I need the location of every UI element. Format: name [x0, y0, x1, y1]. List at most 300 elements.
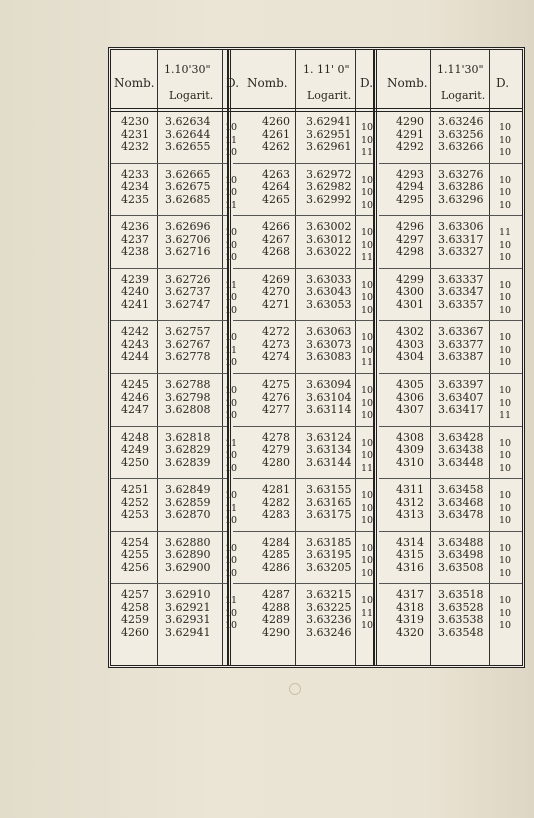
difference-cell: 10 [225, 490, 238, 502]
logarit-cell: 3.62696 [165, 220, 211, 234]
logarit-cell: 3.62634 [165, 115, 211, 128]
nomb-cell: 4296 [396, 220, 424, 234]
logarit-cell: 3.63417 [438, 403, 484, 416]
nomb-cell: 4290 [262, 625, 290, 639]
logarit-cell: 3.62900 [165, 560, 211, 574]
difference-cell: 10 [361, 174, 374, 186]
nomb-cell: 4284 [262, 535, 290, 549]
difference-cell: 10 [225, 292, 238, 304]
group-rule [111, 373, 227, 374]
difference-cell: 10 [361, 279, 374, 291]
logarit-cell: 3.62961 [306, 140, 352, 153]
difference-cell: 10 [499, 607, 512, 619]
difference-cell: 10 [499, 239, 512, 251]
logarit-cell: 3.63488 [438, 535, 484, 549]
logarit-cell: 3.63144 [306, 455, 352, 469]
difference-cell: 10 [361, 555, 374, 567]
nomb-cell: 4280 [262, 455, 290, 469]
nomb-cell: 4234 [121, 180, 149, 194]
nomb-cell: 4251 [121, 483, 149, 497]
nomb-cell: 4233 [121, 167, 149, 181]
column-rule [157, 50, 158, 665]
logarit-cell: 3.63407 [438, 390, 484, 404]
difference-cell: 10 [499, 292, 512, 304]
difference-cell: 10 [225, 357, 238, 369]
difference-cell: 10 [499, 122, 512, 133]
difference-cell: 10 [361, 515, 374, 527]
logarit-cell: 3.63548 [438, 625, 484, 639]
nomb-cell: 4310 [396, 455, 424, 469]
nomb-cell: 4318 [396, 600, 424, 614]
difference-cell: 10 [225, 515, 238, 527]
nomb-cell: 4293 [396, 167, 424, 181]
nomb-cell: 4249 [121, 443, 149, 457]
difference-cell: 11 [225, 502, 238, 514]
logarit-cell: 3.63478 [438, 508, 484, 522]
column-rule [355, 50, 356, 665]
logarit-cell: 3.62910 [165, 588, 211, 602]
difference-cell: 10 [225, 304, 238, 316]
difference-cell: 10 [361, 595, 374, 607]
group-rule [379, 163, 522, 164]
logarit-cell: 3.63347 [438, 285, 484, 299]
logarit-cell: 3.63002 [306, 220, 352, 234]
header-arc: 1.11'30" [437, 63, 484, 76]
nomb-cell: 4244 [121, 350, 149, 364]
difference-cell: 10 [225, 227, 238, 239]
header-logarit: Logarit. [307, 89, 352, 102]
difference-cell: 11 [225, 595, 238, 607]
difference-cell: 11 [225, 279, 238, 291]
logarit-cell: 3.63337 [438, 272, 484, 286]
difference-cell: 10 [361, 134, 374, 146]
logarit-cell: 3.62859 [165, 495, 211, 509]
nomb-cell: 4311 [396, 483, 424, 497]
page-mark [289, 683, 301, 695]
header-nomb: Nomb. [114, 76, 155, 90]
logarit-cell: 3.63114 [306, 403, 352, 416]
difference-cell: 10 [225, 147, 238, 158]
logarit-cell: 3.63448 [438, 455, 484, 469]
difference-cell: 10 [499, 332, 512, 344]
difference-cell: 10 [499, 187, 512, 199]
logarit-cell: 3.63134 [306, 443, 352, 457]
logarit-cell: 3.62716 [165, 245, 211, 259]
difference-cell: 10 [225, 410, 238, 421]
header-rule [111, 111, 522, 112]
difference-cell: 10 [361, 292, 374, 304]
logarit-cell: 3.62685 [165, 192, 211, 206]
logarit-cell: 3.63175 [306, 508, 352, 522]
logarit-cell: 3.63296 [438, 192, 484, 206]
difference-cell: 10 [361, 227, 374, 239]
group-rule [379, 215, 522, 216]
nomb-cell: 4257 [121, 588, 149, 602]
logarit-cell: 3.62655 [165, 140, 211, 153]
logarit-cell: 3.63215 [306, 588, 352, 602]
logarit-cell: 3.63063 [306, 325, 352, 339]
logarit-cell: 3.63043 [306, 285, 352, 299]
logarit-cell: 3.62951 [306, 127, 352, 141]
difference-cell: 11 [225, 344, 238, 356]
logarit-cell: 3.63438 [438, 443, 484, 457]
group-rule [233, 163, 373, 164]
difference-cell: 10 [225, 252, 238, 264]
logarit-cell: 3.62757 [165, 325, 211, 339]
logarit-cell: 3.63286 [438, 180, 484, 194]
difference-cell: 10 [499, 437, 512, 449]
nomb-cell: 4292 [396, 140, 424, 153]
logarit-cell: 3.63498 [438, 548, 484, 562]
difference-cell: 10 [361, 450, 374, 462]
group-rule [111, 478, 227, 479]
nomb-cell: 4259 [121, 613, 149, 627]
nomb-cell: 4281 [262, 483, 290, 497]
nomb-cell: 4261 [262, 127, 290, 141]
difference-cell: 10 [499, 462, 512, 474]
difference-cell: 10 [225, 187, 238, 199]
nomb-cell: 4308 [396, 430, 424, 444]
nomb-cell: 4320 [396, 625, 424, 639]
nomb-cell: 4267 [262, 232, 290, 246]
difference-cell: 10 [225, 450, 238, 462]
group-rule [233, 320, 373, 321]
difference-cell: 11 [361, 607, 374, 619]
column-rule [489, 50, 490, 665]
logarit-cell: 3.63387 [438, 350, 484, 364]
nomb-cell: 4300 [396, 285, 424, 299]
column-divider [373, 50, 377, 665]
difference-cell: 11 [361, 252, 374, 264]
nomb-cell: 4285 [262, 548, 290, 562]
logarit-cell: 3.63022 [306, 245, 352, 259]
difference-cell: 10 [499, 555, 512, 567]
nomb-cell: 4309 [396, 443, 424, 457]
logarit-cell: 3.62644 [165, 127, 211, 141]
logarit-cell: 3.62737 [165, 285, 211, 299]
nomb-cell: 4294 [396, 180, 424, 194]
difference-cell: 10 [361, 122, 374, 133]
nomb-cell: 4254 [121, 535, 149, 549]
group-rule [111, 163, 227, 164]
nomb-cell: 4240 [121, 285, 149, 299]
difference-cell: 10 [225, 122, 238, 133]
logarit-cell: 3.63094 [306, 378, 352, 391]
group-rule [233, 268, 373, 269]
difference-cell: 10 [225, 332, 238, 344]
logarit-cell: 3.63165 [306, 495, 352, 509]
nomb-cell: 4289 [262, 613, 290, 627]
difference-cell: 10 [225, 555, 238, 567]
logarit-cell: 3.62726 [165, 272, 211, 286]
difference-cell: 11 [225, 437, 238, 449]
difference-cell: 10 [361, 542, 374, 554]
nomb-cell: 4299 [396, 272, 424, 286]
nomb-cell: 4255 [121, 548, 149, 562]
difference-cell: 10 [361, 385, 374, 396]
nomb-cell: 4265 [262, 192, 290, 206]
logarit-cell: 3.62870 [165, 508, 211, 522]
group-rule [233, 373, 373, 374]
difference-cell: 10 [499, 385, 512, 396]
difference-cell: 10 [499, 502, 512, 514]
nomb-cell: 4302 [396, 325, 424, 339]
nomb-cell: 4290 [396, 115, 424, 128]
logarit-cell: 3.62941 [165, 625, 211, 639]
nomb-cell: 4275 [262, 378, 290, 391]
difference-cell: 11 [499, 227, 512, 239]
logarit-cell: 3.62747 [165, 297, 211, 311]
difference-cell: 10 [499, 134, 512, 146]
logarit-cell: 3.63266 [438, 140, 484, 153]
group-rule [111, 583, 227, 584]
logarit-cell: 3.62818 [165, 430, 211, 444]
nomb-cell: 4274 [262, 350, 290, 364]
nomb-cell: 4277 [262, 403, 290, 416]
logarithm-table [108, 47, 525, 668]
difference-cell: 10 [499, 595, 512, 607]
difference-cell: 10 [225, 385, 238, 396]
nomb-cell: 4262 [262, 140, 290, 153]
nomb-cell: 4287 [262, 588, 290, 602]
logarit-cell: 3.63528 [438, 600, 484, 614]
group-rule [379, 531, 522, 532]
difference-cell: 10 [499, 304, 512, 316]
nomb-cell: 4291 [396, 127, 424, 141]
logarit-cell: 3.63053 [306, 297, 352, 311]
nomb-cell: 4304 [396, 350, 424, 364]
logarit-cell: 3.63458 [438, 483, 484, 497]
nomb-cell: 4295 [396, 192, 424, 206]
group-rule [379, 426, 522, 427]
nomb-cell: 4303 [396, 337, 424, 351]
logarit-cell: 3.63236 [306, 613, 352, 627]
nomb-cell: 4313 [396, 508, 424, 522]
nomb-cell: 4246 [121, 390, 149, 404]
logarit-cell: 3.62675 [165, 180, 211, 194]
nomb-cell: 4260 [121, 625, 149, 639]
difference-cell: 10 [499, 490, 512, 502]
difference-cell: 10 [499, 567, 512, 579]
logarit-cell: 3.63538 [438, 613, 484, 627]
group-rule [233, 426, 373, 427]
logarit-cell: 3.63468 [438, 495, 484, 509]
difference-cell: 10 [499, 174, 512, 186]
difference-cell: 10 [499, 279, 512, 291]
logarit-cell: 3.62880 [165, 535, 211, 549]
difference-cell: 10 [225, 607, 238, 619]
logarit-cell: 3.62941 [306, 115, 352, 128]
nomb-cell: 4278 [262, 430, 290, 444]
column-rule [295, 50, 296, 665]
group-rule [111, 426, 227, 427]
logarit-cell: 3.62788 [165, 378, 211, 391]
difference-cell: 10 [225, 462, 238, 474]
logarit-cell: 3.63518 [438, 588, 484, 602]
group-rule [379, 478, 522, 479]
nomb-cell: 4264 [262, 180, 290, 194]
difference-cell: 10 [225, 397, 238, 409]
logarit-cell: 3.62808 [165, 403, 211, 416]
nomb-cell: 4235 [121, 192, 149, 206]
difference-cell: 10 [361, 490, 374, 502]
group-rule [233, 215, 373, 216]
difference-cell: 10 [361, 304, 374, 316]
nomb-cell: 4230 [121, 115, 149, 128]
logarit-cell: 3.63317 [438, 232, 484, 246]
header-d: D. [226, 76, 240, 90]
group-rule [111, 531, 227, 532]
header-logarit: Logarit. [169, 89, 214, 102]
difference-cell: 11 [499, 410, 512, 421]
logarit-cell: 3.62982 [306, 180, 352, 194]
nomb-cell: 4266 [262, 220, 290, 234]
nomb-cell: 4298 [396, 245, 424, 259]
nomb-cell: 4247 [121, 403, 149, 416]
difference-cell: 10 [361, 397, 374, 409]
column-rule [430, 50, 431, 665]
logarit-cell: 3.63357 [438, 297, 484, 311]
difference-cell: 10 [499, 199, 512, 211]
difference-cell: 11 [361, 357, 374, 369]
logarit-cell: 3.62890 [165, 548, 211, 562]
difference-cell: 10 [499, 147, 512, 158]
logarit-cell: 3.63428 [438, 430, 484, 444]
logarit-cell: 3.62849 [165, 483, 211, 497]
nomb-cell: 4315 [396, 548, 424, 562]
difference-cell: 10 [361, 332, 374, 344]
group-rule [379, 320, 522, 321]
nomb-cell: 4271 [262, 297, 290, 311]
logarit-cell: 3.62778 [165, 350, 211, 364]
logarit-cell: 3.63083 [306, 350, 352, 364]
nomb-cell: 4260 [262, 115, 290, 128]
nomb-cell: 4242 [121, 325, 149, 339]
header-rule [111, 108, 522, 109]
logarit-cell: 3.63246 [438, 115, 484, 128]
logarit-cell: 3.63012 [306, 232, 352, 246]
logarit-cell: 3.62829 [165, 443, 211, 457]
nomb-cell: 4317 [396, 588, 424, 602]
group-rule [379, 373, 522, 374]
nomb-cell: 4316 [396, 560, 424, 574]
logarit-cell: 3.63367 [438, 325, 484, 339]
nomb-cell: 4238 [121, 245, 149, 259]
group-rule [111, 320, 227, 321]
logarit-cell: 3.62992 [306, 192, 352, 206]
group-rule [233, 478, 373, 479]
difference-cell: 10 [361, 620, 374, 632]
nomb-cell: 4273 [262, 337, 290, 351]
header-logarit: Logarit. [441, 89, 486, 102]
nomb-cell: 4239 [121, 272, 149, 286]
nomb-cell: 4307 [396, 403, 424, 416]
nomb-cell: 4268 [262, 245, 290, 259]
logarit-cell: 3.63306 [438, 220, 484, 234]
nomb-cell: 4270 [262, 285, 290, 299]
difference-cell: 10 [361, 410, 374, 421]
difference-cell: 10 [225, 567, 238, 579]
nomb-cell: 4250 [121, 455, 149, 469]
logarit-cell: 3.62921 [165, 600, 211, 614]
nomb-cell: 4241 [121, 297, 149, 311]
nomb-cell: 4276 [262, 390, 290, 404]
header-arc: 1.10'30" [164, 63, 211, 76]
nomb-cell: 4305 [396, 378, 424, 391]
nomb-cell: 4286 [262, 560, 290, 574]
column-rule [222, 50, 223, 665]
logarit-cell: 3.62972 [306, 167, 352, 181]
nomb-cell: 4243 [121, 337, 149, 351]
difference-cell: 10 [499, 542, 512, 554]
nomb-cell: 4282 [262, 495, 290, 509]
difference-cell: 10 [499, 357, 512, 369]
nomb-cell: 4231 [121, 127, 149, 141]
logarit-cell: 3.62665 [165, 167, 211, 181]
nomb-cell: 4288 [262, 600, 290, 614]
difference-cell: 11 [361, 462, 374, 474]
difference-cell: 10 [225, 174, 238, 186]
difference-cell: 10 [499, 450, 512, 462]
nomb-cell: 4314 [396, 535, 424, 549]
difference-cell: 10 [225, 620, 238, 632]
difference-cell: 10 [361, 567, 374, 579]
nomb-cell: 4283 [262, 508, 290, 522]
header-nomb: Nomb. [247, 76, 288, 90]
logarit-cell: 3.63195 [306, 548, 352, 562]
logarit-cell: 3.63327 [438, 245, 484, 259]
logarit-cell: 3.63185 [306, 535, 352, 549]
logarit-cell: 3.63033 [306, 272, 352, 286]
difference-cell: 10 [499, 252, 512, 264]
logarit-cell: 3.63104 [306, 390, 352, 404]
logarit-cell: 3.62706 [165, 232, 211, 246]
logarit-cell: 3.63246 [306, 625, 352, 639]
nomb-cell: 4312 [396, 495, 424, 509]
difference-cell: 10 [225, 542, 238, 554]
nomb-cell: 4272 [262, 325, 290, 339]
difference-cell: 11 [225, 199, 238, 211]
difference-cell: 10 [361, 239, 374, 251]
logarit-cell: 3.63124 [306, 430, 352, 444]
header-nomb: Nomb. [387, 76, 428, 90]
logarit-cell: 3.62767 [165, 337, 211, 351]
nomb-cell: 4237 [121, 232, 149, 246]
nomb-cell: 4258 [121, 600, 149, 614]
difference-cell: 10 [499, 515, 512, 527]
nomb-cell: 4263 [262, 167, 290, 181]
nomb-cell: 4232 [121, 140, 149, 153]
logarit-cell: 3.62839 [165, 455, 211, 469]
group-rule [111, 268, 227, 269]
difference-cell: 10 [499, 397, 512, 409]
difference-cell: 10 [225, 239, 238, 251]
nomb-cell: 4319 [396, 613, 424, 627]
logarit-cell: 3.63225 [306, 600, 352, 614]
nomb-cell: 4245 [121, 378, 149, 391]
difference-cell: 10 [499, 344, 512, 356]
nomb-cell: 4269 [262, 272, 290, 286]
nomb-cell: 4256 [121, 560, 149, 574]
difference-cell: 10 [361, 187, 374, 199]
group-rule [233, 583, 373, 584]
nomb-cell: 4301 [396, 297, 424, 311]
difference-cell: 10 [499, 620, 512, 632]
logarit-cell: 3.63155 [306, 483, 352, 497]
nomb-cell: 4279 [262, 443, 290, 457]
logarit-cell: 3.62798 [165, 390, 211, 404]
group-rule [111, 215, 227, 216]
